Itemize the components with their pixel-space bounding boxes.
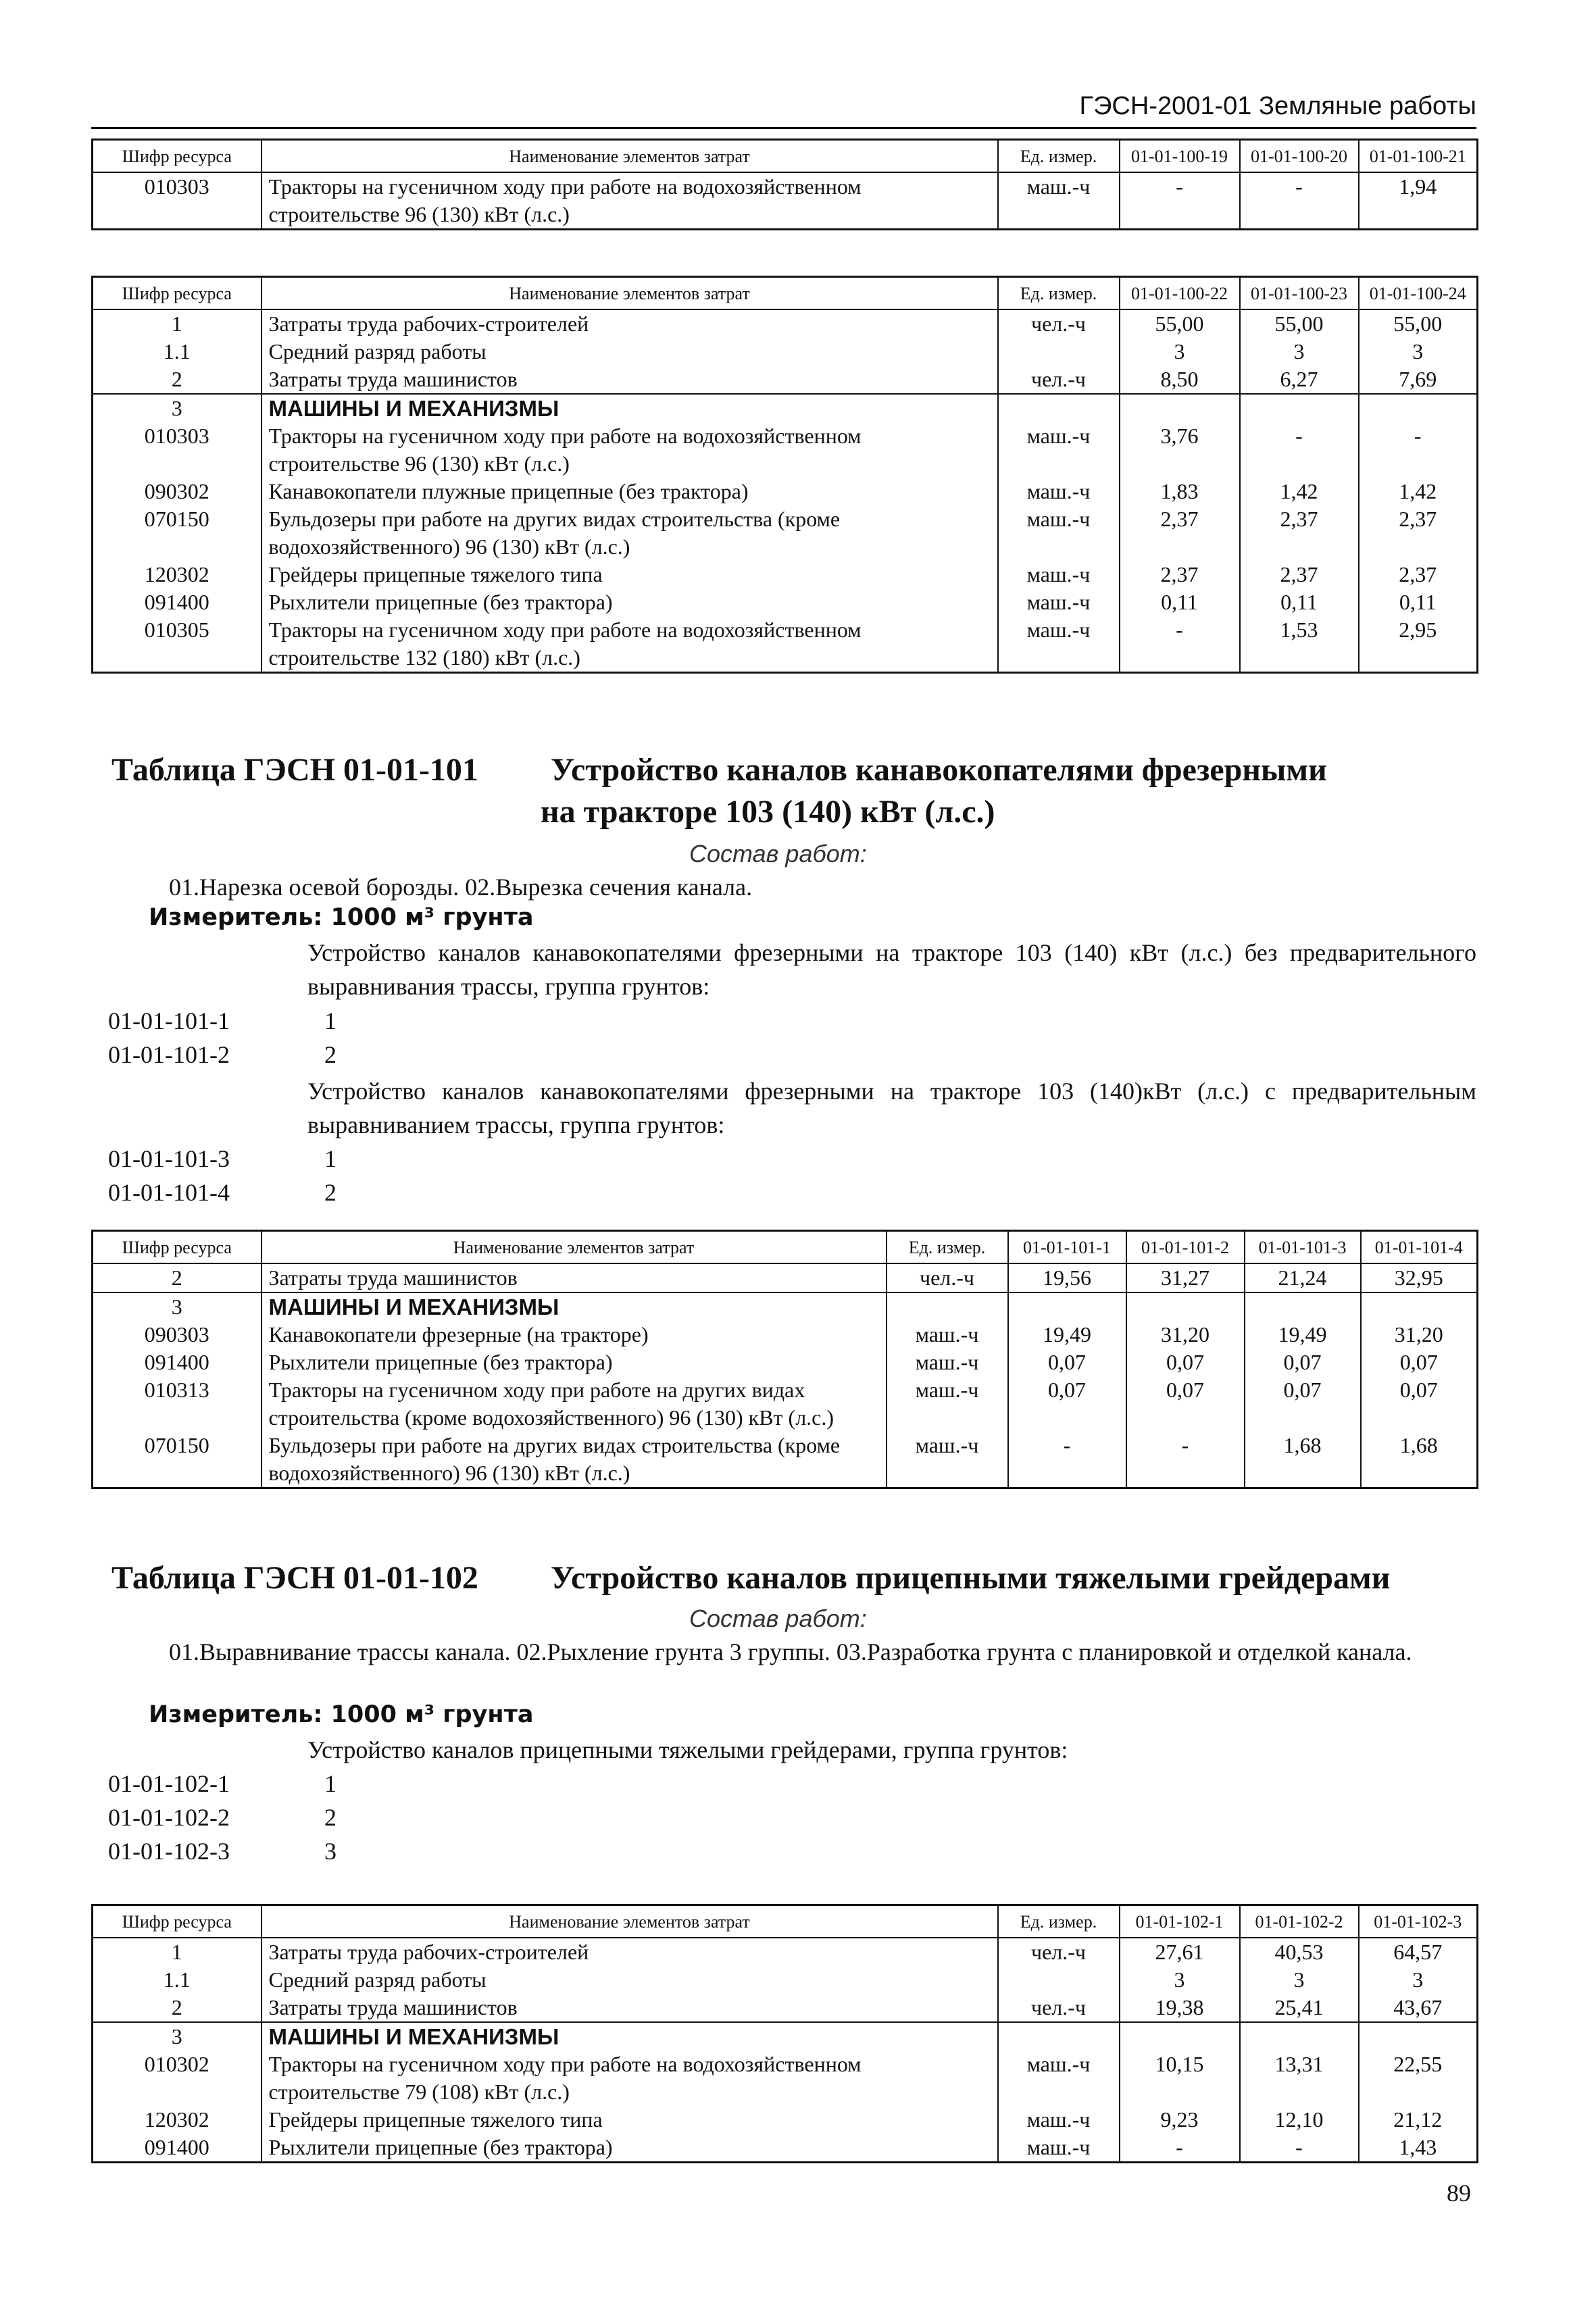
resource-code: 2 xyxy=(93,366,261,394)
soil-group: 1 xyxy=(324,1770,336,1797)
work-composition-label: Состав работ: xyxy=(689,1605,867,1632)
measure-unit: Измеритель: 1000 м³ грунта xyxy=(149,1701,534,1728)
unit-cell xyxy=(998,338,1120,366)
col-header-name: Наименование элементов затрат xyxy=(261,1905,998,1938)
table-row xyxy=(93,588,1478,616)
value-cell: - xyxy=(1126,1432,1245,1488)
resource-code: 091400 xyxy=(93,1349,261,1376)
value-cell: - xyxy=(1240,422,1359,478)
resource-code: 090302 xyxy=(93,478,261,505)
col-header-norm: 01-01-101-2 xyxy=(1126,1231,1245,1264)
table-row xyxy=(93,2106,1478,2134)
unit-cell: чел.-ч xyxy=(998,1938,1120,1966)
norm-code: 01-01-102-2 xyxy=(108,1804,230,1831)
value-cell: 19,49 xyxy=(1245,1321,1361,1349)
value-cell: - xyxy=(1359,422,1478,478)
col-header-norm: 01-01-100-19 xyxy=(1120,140,1240,173)
norm-code-row xyxy=(108,1801,336,1834)
section-heading: МАШИНЫ И МЕХАНИЗМЫ xyxy=(261,394,998,422)
col-header-norm: 01-01-102-3 xyxy=(1359,1905,1478,1938)
unit-cell: чел.-ч xyxy=(998,1994,1120,2022)
soil-group: 2 xyxy=(324,1041,336,1068)
value-cell: 0,07 xyxy=(1008,1349,1126,1376)
table-row xyxy=(93,366,1478,394)
unit-cell: чел.-ч xyxy=(998,366,1120,394)
col-header-name: Наименование элементов затрат xyxy=(261,140,998,173)
value-cell xyxy=(1359,2022,1478,2051)
value-cell xyxy=(1126,1292,1245,1321)
value-cell: 43,67 xyxy=(1359,1994,1478,2022)
col-header-norm: 01-01-100-20 xyxy=(1240,140,1359,173)
col-header-code: Шифр ресурса xyxy=(93,140,261,173)
norm-description: Устройство каналов канавокопателями фрезерными на тракторе 103 (140)кВт (л.с.) с предварительным выравниванием трассы, группа грунтов: xyxy=(307,1078,1476,1138)
resource-name: Рыхлители прицепные (без трактора) xyxy=(261,2134,998,2163)
table-label-101: Таблица ГЭСН 01-01-101 xyxy=(111,752,478,788)
value-cell: 31,20 xyxy=(1361,1321,1478,1349)
value-cell: 2,37 xyxy=(1359,561,1478,588)
norm-codes-list xyxy=(108,1767,336,1868)
table-label-102: Таблица ГЭСН 01-01-102 xyxy=(111,1560,478,1596)
table-row xyxy=(93,1994,1478,2022)
soil-group: 1 xyxy=(324,1007,336,1034)
value-cell: 19,56 xyxy=(1008,1263,1126,1292)
resource-name: Затраты труда рабочих-строителей xyxy=(261,1938,998,1966)
page-number: 89 xyxy=(1447,2180,1471,2207)
resource-name: Тракторы на гусеничном ходу при работе на водохозяйственном строительстве 96 (130) кВт (л.с.) xyxy=(261,172,998,230)
table-row xyxy=(93,561,1478,588)
col-header-code: Шифр ресурса xyxy=(93,1905,261,1938)
work-composition-text: 01.Выравнивание трассы канала. 02.Рыхление грунта 3 группы. 03.Разработка грунта с планировкой и отделкой канала. xyxy=(169,1638,1412,1665)
unit-cell xyxy=(998,2022,1120,2051)
value-cell: 40,53 xyxy=(1240,1938,1359,1966)
value-cell: - xyxy=(1120,172,1240,230)
table-row xyxy=(93,616,1478,673)
value-cell: 1,68 xyxy=(1245,1432,1361,1488)
value-cell: 55,00 xyxy=(1359,309,1478,338)
value-cell: 31,20 xyxy=(1126,1321,1245,1349)
col-header-norm: 01-01-101-1 xyxy=(1008,1231,1126,1264)
resource-code: 1.1 xyxy=(93,1966,261,1994)
resource-code: 2 xyxy=(93,1263,261,1292)
value-cell: 2,95 xyxy=(1359,616,1478,673)
table-row xyxy=(93,478,1478,505)
resource-name: Бульдозеры при работе на других видах строительства (кроме водохозяйственного) 96 (130) кВт (л.с.) xyxy=(261,1432,887,1488)
soil-group: 2 xyxy=(324,1179,336,1206)
resource-code: 010305 xyxy=(93,616,261,673)
table-row xyxy=(93,394,1478,422)
value-cell xyxy=(1240,2022,1359,2051)
value-cell: 3 xyxy=(1240,1966,1359,1994)
col-header-norm: 01-01-100-21 xyxy=(1359,140,1478,173)
value-cell: 0,07 xyxy=(1245,1349,1361,1376)
norm-code-row xyxy=(108,1834,336,1868)
value-cell: 1,43 xyxy=(1359,2134,1478,2163)
norm-description: Устройство каналов канавокопателями фрезерными на тракторе 103 (140) кВт (л.с.) без предварительного выравнивания трассы, группа грунтов: xyxy=(307,939,1476,1000)
value-cell: 3 xyxy=(1240,338,1359,366)
value-cell: 21,24 xyxy=(1245,1263,1361,1292)
norm-codes-list xyxy=(108,1142,336,1209)
soil-group: 2 xyxy=(324,1804,336,1831)
norm-code-row xyxy=(108,1142,336,1176)
table-row xyxy=(93,1321,1478,1349)
col-header-norm: 01-01-102-2 xyxy=(1240,1905,1359,1938)
work-composition-text: 01.Нарезка осевой борозды. 02.Вырезка сечения канала. xyxy=(169,874,753,901)
value-cell: - xyxy=(1240,172,1359,230)
resource-name: Затраты труда рабочих-строителей xyxy=(261,309,998,338)
unit-cell xyxy=(998,1966,1120,1994)
resource-name: Канавокопатели фрезерные (на тракторе) xyxy=(261,1321,887,1349)
value-cell: 2,37 xyxy=(1359,505,1478,561)
resource-code: 2 xyxy=(93,1994,261,2022)
unit-cell: маш.-ч xyxy=(998,478,1120,505)
unit-cell: маш.-ч xyxy=(998,505,1120,561)
table-row xyxy=(93,1263,1478,1292)
resource-code: 090303 xyxy=(93,1321,261,1349)
resource-name: Грейдеры прицепные тяжелого типа xyxy=(261,561,998,588)
table-row xyxy=(93,505,1478,561)
value-cell: 0,11 xyxy=(1240,588,1359,616)
norm-code: 01-01-101-1 xyxy=(108,1007,230,1034)
value-cell xyxy=(1245,1292,1361,1321)
value-cell: 8,50 xyxy=(1120,366,1240,394)
soil-group: 3 xyxy=(324,1838,336,1865)
unit-cell: маш.-ч xyxy=(887,1376,1008,1432)
value-cell: 3 xyxy=(1120,338,1240,366)
value-cell: 1,53 xyxy=(1240,616,1359,673)
section-heading: МАШИНЫ И МЕХАНИЗМЫ xyxy=(261,1292,887,1321)
value-cell: 25,41 xyxy=(1240,1994,1359,2022)
value-cell: 2,37 xyxy=(1240,561,1359,588)
resource-code: 3 xyxy=(93,1292,261,1321)
resource-code: 1.1 xyxy=(93,338,261,366)
resource-table-100-22-24 xyxy=(91,276,1478,674)
norm-code: 01-01-101-2 xyxy=(108,1041,230,1068)
unit-cell: маш.-ч xyxy=(998,172,1120,230)
unit-cell: маш.-ч xyxy=(998,561,1120,588)
soil-group: 1 xyxy=(324,1145,336,1172)
col-header-unit: Ед. измер. xyxy=(998,140,1120,173)
value-cell: - xyxy=(1120,616,1240,673)
table-row xyxy=(93,1349,1478,1376)
resource-code: 3 xyxy=(93,2022,261,2051)
table-row xyxy=(93,172,1478,230)
unit-cell: маш.-ч xyxy=(998,2134,1120,2163)
resource-name: Рыхлители прицепные (без трактора) xyxy=(261,588,998,616)
table-title-102-line1: Устройство каналов прицепными тяжелыми грейдерами xyxy=(551,1560,1391,1596)
value-cell: 13,31 xyxy=(1240,2051,1359,2106)
col-header-unit: Ед. измер. xyxy=(887,1231,1008,1264)
value-cell: 6,27 xyxy=(1240,366,1359,394)
unit-cell: маш.-ч xyxy=(998,588,1120,616)
unit-cell: маш.-ч xyxy=(998,2051,1120,2106)
unit-cell: маш.-ч xyxy=(887,1349,1008,1376)
measure-unit: Измеритель: 1000 м³ грунта xyxy=(149,904,534,931)
value-cell: 55,00 xyxy=(1240,309,1359,338)
norm-code-row xyxy=(108,1038,336,1072)
value-cell xyxy=(1120,2022,1240,2051)
table-row xyxy=(93,2134,1478,2163)
value-cell: 19,38 xyxy=(1120,1994,1240,2022)
resource-name: Тракторы на гусеничном ходу при работе на водохозяйственном строительстве 96 (130) кВт (л.с.) xyxy=(261,422,998,478)
value-cell: 3 xyxy=(1120,1966,1240,1994)
resource-code: 010302 xyxy=(93,2051,261,2106)
resource-name: Рыхлители прицепные (без трактора) xyxy=(261,1349,887,1376)
resource-code: 010303 xyxy=(93,422,261,478)
table-row xyxy=(93,2022,1478,2051)
resource-table-101 xyxy=(91,1230,1478,1489)
value-cell: 32,95 xyxy=(1361,1263,1478,1292)
value-cell: 10,15 xyxy=(1120,2051,1240,2106)
resource-table-102 xyxy=(91,1904,1478,2163)
unit-cell: маш.-ч xyxy=(998,2106,1120,2134)
section-heading: МАШИНЫ И МЕХАНИЗМЫ xyxy=(261,2022,998,2051)
resource-name: Канавокопатели плужные прицепные (без трактора) xyxy=(261,478,998,505)
resource-name: Тракторы на гусеничном ходу при работе на водохозяйственном строительстве 132 (180) кВт (л.с.) xyxy=(261,616,998,673)
value-cell: 0,07 xyxy=(1361,1349,1478,1376)
norm-description: Устройство каналов прицепными тяжелыми грейдерами, группа грунтов: xyxy=(307,1736,1068,1763)
norm-code: 01-01-101-4 xyxy=(108,1179,230,1206)
value-cell xyxy=(1120,394,1240,422)
value-cell: 3 xyxy=(1359,338,1478,366)
value-cell: 0,07 xyxy=(1008,1376,1126,1432)
resource-name: Средний разряд работы xyxy=(261,338,998,366)
col-header-unit: Ед. измер. xyxy=(998,1905,1120,1938)
unit-cell xyxy=(998,394,1120,422)
value-cell: 22,55 xyxy=(1359,2051,1478,2106)
col-header-norm: 01-01-102-1 xyxy=(1120,1905,1240,1938)
col-header-norm: 01-01-100-22 xyxy=(1120,277,1240,310)
value-cell: 2,37 xyxy=(1120,561,1240,588)
value-cell: 7,69 xyxy=(1359,366,1478,394)
unit-cell: чел.-ч xyxy=(887,1263,1008,1292)
value-cell: 12,10 xyxy=(1240,2106,1359,2134)
resource-code: 1 xyxy=(93,309,261,338)
col-header-unit: Ед. измер. xyxy=(998,277,1120,310)
value-cell xyxy=(1361,1292,1478,1321)
norm-codes-list xyxy=(108,1004,336,1072)
unit-cell: маш.-ч xyxy=(998,422,1120,478)
value-cell: 0,11 xyxy=(1359,588,1478,616)
col-header-code: Шифр ресурса xyxy=(93,1231,261,1264)
resource-code: 091400 xyxy=(93,2134,261,2163)
resource-code: 3 xyxy=(93,394,261,422)
table-title-101-line2: на тракторе 103 (140) кВт (л.с.) xyxy=(541,794,995,830)
resource-code: 010313 xyxy=(93,1376,261,1432)
value-cell: 1,42 xyxy=(1359,478,1478,505)
resource-name: Затраты труда машинистов xyxy=(261,1994,998,2022)
col-header-norm: 01-01-100-23 xyxy=(1240,277,1359,310)
table-row xyxy=(93,422,1478,478)
resource-code: 1 xyxy=(93,1938,261,1966)
value-cell: 0,07 xyxy=(1126,1349,1245,1376)
col-header-name: Наименование элементов затрат xyxy=(261,1231,887,1264)
resource-name: Затраты труда машинистов xyxy=(261,366,998,394)
work-composition-label: Состав работ: xyxy=(689,840,867,867)
resource-name: Тракторы на гусеничном ходу при работе на водохозяйственном строительстве 79 (108) кВт (л.с.) xyxy=(261,2051,998,2106)
value-cell: 0,11 xyxy=(1120,588,1240,616)
value-cell: - xyxy=(1120,2134,1240,2163)
value-cell: 55,00 xyxy=(1120,309,1240,338)
value-cell xyxy=(1359,394,1478,422)
value-cell: 27,61 xyxy=(1120,1938,1240,1966)
resource-name: Бульдозеры при работе на других видах строительства (кроме водохозяйственного) 96 (130) кВт (л.с.) xyxy=(261,505,998,561)
resource-code: 120302 xyxy=(93,2106,261,2134)
value-cell: 19,49 xyxy=(1008,1321,1126,1349)
table-row xyxy=(93,309,1478,338)
value-cell: 0,07 xyxy=(1361,1376,1478,1432)
resource-code: 070150 xyxy=(93,505,261,561)
resource-code: 120302 xyxy=(93,561,261,588)
value-cell: 1,94 xyxy=(1359,172,1478,230)
value-cell: - xyxy=(1240,2134,1359,2163)
unit-cell: маш.-ч xyxy=(887,1321,1008,1349)
value-cell: 1,68 xyxy=(1361,1432,1478,1488)
unit-cell: маш.-ч xyxy=(998,616,1120,673)
table-row xyxy=(93,1376,1478,1432)
table-row xyxy=(93,1938,1478,1966)
col-header-norm: 01-01-101-3 xyxy=(1245,1231,1361,1264)
table-row xyxy=(93,1292,1478,1321)
norm-code: 01-01-102-3 xyxy=(108,1838,230,1865)
resource-name: Затраты труда машинистов xyxy=(261,1263,887,1292)
table-title-101-line1: Устройство каналов канавокопателями фрезерными xyxy=(551,752,1327,788)
col-header-norm: 01-01-101-4 xyxy=(1361,1231,1478,1264)
value-cell: 9,23 xyxy=(1120,2106,1240,2134)
unit-cell: чел.-ч xyxy=(998,309,1120,338)
table-row xyxy=(93,1432,1478,1488)
resource-name: Тракторы на гусеничном ходу при работе на других видах строительства (кроме водохозяйственного) 96 (130) кВт (л.с.) xyxy=(261,1376,887,1432)
value-cell: 64,57 xyxy=(1359,1938,1478,1966)
value-cell: 2,37 xyxy=(1120,505,1240,561)
value-cell: - xyxy=(1008,1432,1126,1488)
resource-name: Средний разряд работы xyxy=(261,1966,998,1994)
norm-code-row xyxy=(108,1176,336,1209)
value-cell: 21,12 xyxy=(1359,2106,1478,2134)
table-row xyxy=(93,2051,1478,2106)
running-header-title: ГЭСН-2001-01 Земляные работы xyxy=(1079,92,1476,120)
value-cell xyxy=(1240,394,1359,422)
table-row xyxy=(93,1966,1478,1994)
value-cell: 0,07 xyxy=(1245,1376,1361,1432)
running-header xyxy=(91,88,1476,129)
value-cell: 3,76 xyxy=(1120,422,1240,478)
resource-table-100-19-21 xyxy=(91,139,1478,230)
norm-code-row xyxy=(108,1767,336,1801)
value-cell: 0,07 xyxy=(1126,1376,1245,1432)
unit-cell xyxy=(887,1292,1008,1321)
value-cell xyxy=(1008,1292,1126,1321)
value-cell: 31,27 xyxy=(1126,1263,1245,1292)
value-cell: 1,83 xyxy=(1120,478,1240,505)
value-cell: 3 xyxy=(1359,1966,1478,1994)
resource-name: Грейдеры прицепные тяжелого типа xyxy=(261,2106,998,2134)
resource-code: 070150 xyxy=(93,1432,261,1488)
resource-code: 010303 xyxy=(93,172,261,230)
norm-code-row xyxy=(108,1004,336,1038)
norm-code: 01-01-102-1 xyxy=(108,1770,230,1797)
unit-cell: маш.-ч xyxy=(887,1432,1008,1488)
norm-code: 01-01-101-3 xyxy=(108,1145,230,1172)
resource-code: 091400 xyxy=(93,588,261,616)
value-cell: 2,37 xyxy=(1240,505,1359,561)
table-row xyxy=(93,338,1478,366)
value-cell: 1,42 xyxy=(1240,478,1359,505)
col-header-code: Шифр ресурса xyxy=(93,277,261,310)
col-header-norm: 01-01-100-24 xyxy=(1359,277,1478,310)
col-header-name: Наименование элементов затрат xyxy=(261,277,998,310)
